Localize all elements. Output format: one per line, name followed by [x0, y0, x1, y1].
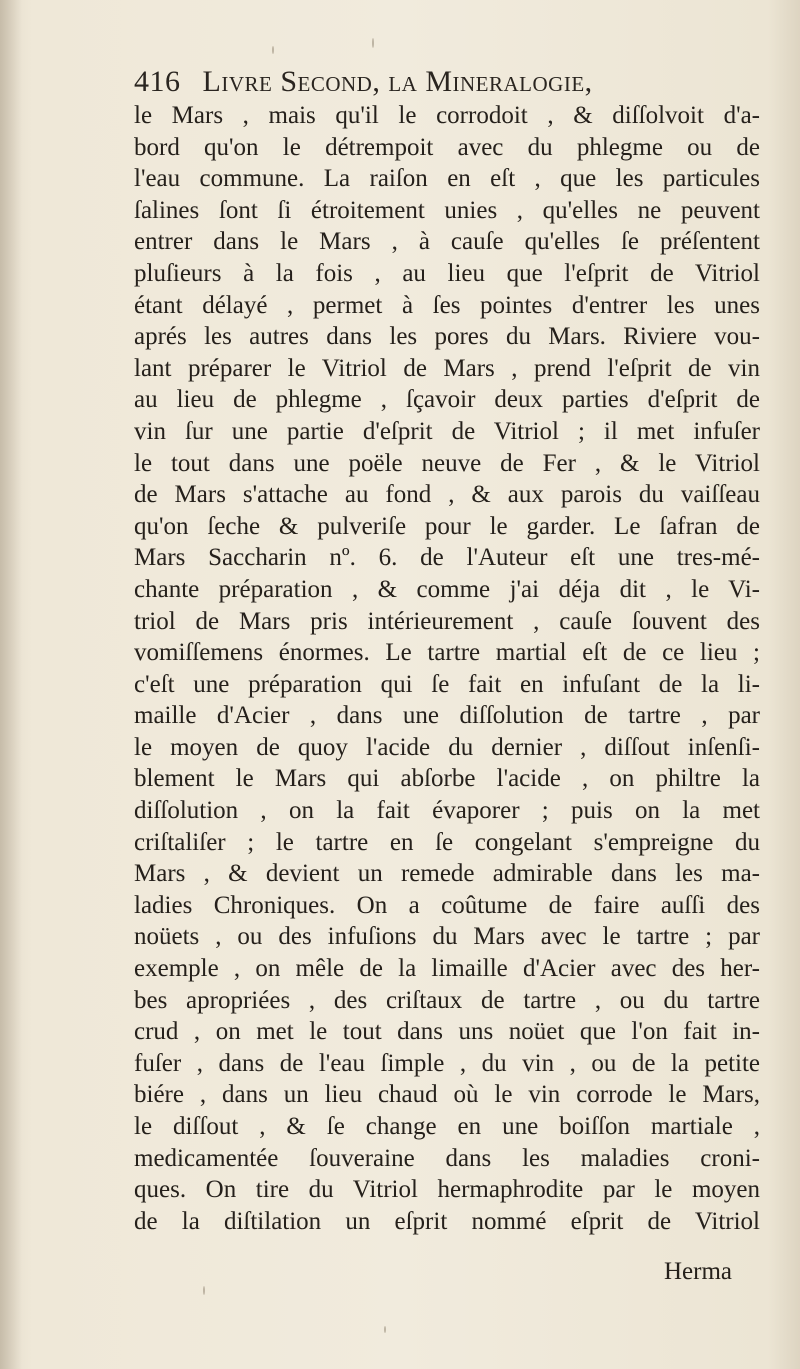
text-line: le Mars , mais qu'il le corrodoit , & diſſolvoit d'a- — [134, 102, 760, 129]
text-line: exemple , on mêle de la limaille d'Acier avec des her- — [134, 955, 760, 983]
text-line: le tout dans une poële neuve de Fer , & le Vitriol — [134, 449, 760, 477]
text-line: maille d'Acier , dans une diſſolution de tartre , par — [134, 702, 760, 730]
text-line: biére , dans un lieu chaud où le vin corrode le Mars, — [134, 1081, 760, 1109]
text-line: triol de Mars pris intérieurement , cauſe ſouvent des — [134, 607, 760, 635]
text-line: Mars , & devient un remede admirable dans les ma- — [134, 860, 760, 888]
paper-speck — [384, 1326, 386, 1333]
text-line: entrer dans le Mars , à cauſe qu'elles ſe préſentent — [134, 228, 760, 256]
text-line: vin ſur une partie d'eſprit de Vitriol ; il met infuſer — [134, 417, 760, 445]
text-line: bes apropriées , des criſtaux de tartre , ou du tartre — [134, 986, 760, 1014]
text-line: étant délayé , permet à ſes pointes d'entrer les unes — [134, 291, 760, 319]
paper-speck — [372, 38, 374, 48]
text-line: de Mars s'attache au fond , & aux parois du vaiſſeau — [134, 481, 760, 509]
text-line: ſalines ſont ſi étroitement unies , qu'elles ne peuvent — [134, 196, 760, 224]
text-line: vomiſſemens énormes. Le tartre martial eſt de ce lieu ; — [134, 639, 760, 667]
text-line: aprés les autres dans les pores du Mars. Riviere vou- — [134, 323, 760, 351]
text-line: pluſieurs à la fois , au lieu que l'eſprit de Vitriol — [134, 259, 760, 287]
text-line: medicamentée ſouveraine dans les maladies croni- — [134, 1144, 760, 1172]
text-line: c'eſt une préparation qui ſe fait en infuſant de la li- — [134, 670, 760, 698]
paper-speck — [203, 1286, 205, 1295]
catchword: Herma — [664, 1258, 733, 1285]
text-line: l'eau commune. La raiſon en eſt , que les particules — [134, 165, 760, 193]
text-line: noüets , ou des infuſions du Mars avec le tartre ; par — [134, 923, 760, 951]
text-line: le diſſout , & ſe change en une boiſſon martiale , — [134, 1113, 760, 1140]
text-line: qu'on ſeche & pulveriſe pour le garder. Le ſafran de — [134, 512, 760, 540]
text-line: diſſolution , on la fait évaporer ; puis on la met — [134, 797, 760, 825]
running-header — [134, 62, 734, 102]
text-line: bord qu'on le détrempoit avec du phlegme ou de — [134, 133, 760, 161]
page-number: 416 — [134, 65, 181, 98]
paper-speck — [272, 46, 274, 54]
running-title: Livre Second, la Mineralogie, — [202, 65, 593, 98]
text-line: Mars Saccharin nº. 6. de l'Auteur eſt une tres-mé- — [134, 544, 760, 572]
text-line: ladies Chroniques. On a coûtume de faire auſſi des — [134, 891, 760, 919]
text-line: au lieu de phlegme , ſçavoir deux parties d'eſprit de — [134, 386, 760, 414]
text-line: le moyen de quoy l'acide du dernier , diſſout inſenſi- — [134, 733, 760, 761]
text-line: de la diſtilation un eſprit nommé eſprit de Vitriol — [134, 1207, 760, 1235]
text-line: chante préparation , & comme j'ai déja dit , le Vi- — [134, 575, 760, 603]
text-line: blement le Mars qui abſorbe l'acide , on philtre la — [134, 765, 760, 793]
text-line: criſtaliſer ; le tartre en ſe congelant s'empreigne du — [134, 828, 760, 856]
text-line: lant préparer le Vitriol de Mars , prend l'eſprit de vin — [134, 354, 760, 382]
body-text — [134, 100, 760, 1237]
text-line: fuſer , dans de l'eau ſimple , du vin , ou de la petite — [134, 1049, 760, 1077]
text-line: crud , on met le tout dans uns noüet que l'on fait in- — [134, 1018, 760, 1046]
text-line: ques. On tire du Vitriol hermaphrodite par le moyen — [134, 1176, 760, 1204]
